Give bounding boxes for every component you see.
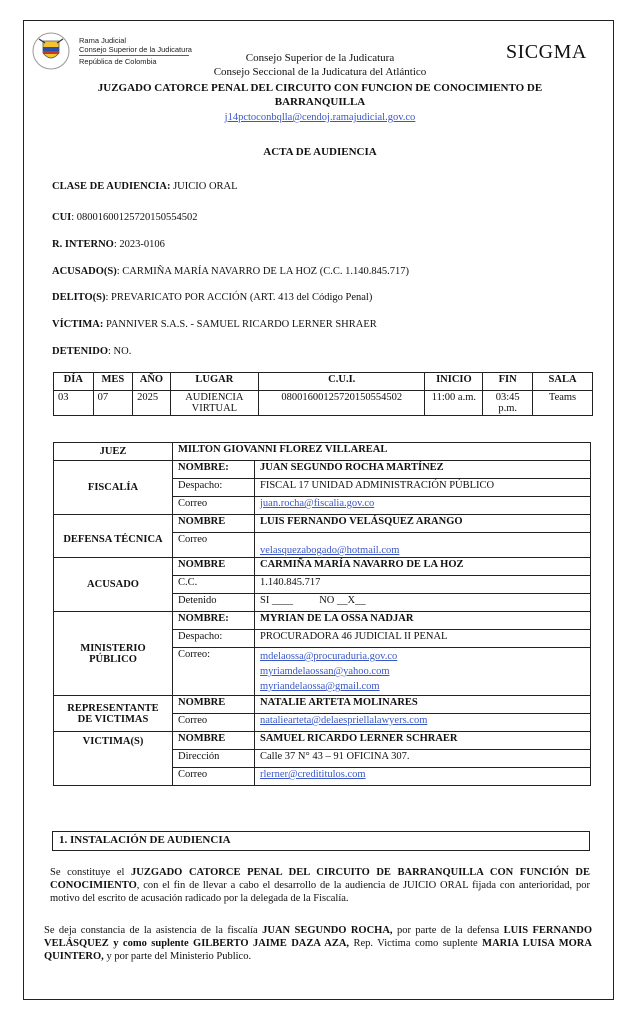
row-victima-nombre bbox=[54, 732, 591, 750]
field-detenido: DETENIDO: NO. bbox=[52, 346, 132, 357]
row-ministerio-nombre bbox=[54, 612, 591, 630]
label-nombre: NOMBRE: bbox=[173, 461, 255, 479]
doc-title: ACTA DE AUDIENCIA bbox=[263, 146, 377, 158]
representante-email-cell bbox=[255, 714, 591, 732]
victima-email-cell bbox=[255, 768, 591, 786]
parties-table bbox=[53, 442, 591, 786]
col-ano: AÑO bbox=[133, 373, 171, 391]
fiscalia-email-cell bbox=[255, 497, 591, 515]
ministerio-email-link-1[interactable]: mdelaossa@procuraduria.gov.co bbox=[260, 651, 398, 662]
representante-email-link[interactable]: nataliearteta@delaespriellalawyers.com bbox=[260, 715, 428, 726]
defensa-name: LUIS FERNANDO VELÁSQUEZ ARANGO bbox=[255, 515, 591, 533]
label-nombre: NOMBRE: bbox=[173, 612, 255, 630]
field-acusado: ACUSADO(S): CARMIÑA MARÍA NAVARRO DE LA HOZ (C.C. 1.140.845.717) bbox=[52, 266, 409, 277]
label-nombre: NOMBRE bbox=[173, 696, 255, 714]
label-detenido: Detenido bbox=[173, 594, 255, 612]
party-victima: VICTIMA(S) bbox=[54, 732, 173, 786]
cell-sala: Teams bbox=[533, 391, 593, 416]
party-acusado: ACUSADO bbox=[54, 558, 173, 612]
field-cui: CUI: 08001600125720150554502 bbox=[52, 212, 198, 223]
label-correo: Correo bbox=[173, 768, 255, 786]
ministerio-name: MYRIAN DE LA OSSA NADJAR bbox=[255, 612, 591, 630]
row-fiscalia-nombre bbox=[54, 461, 591, 479]
ministerio-emails bbox=[255, 648, 591, 696]
section-title: 1. INSTALACIÓN DE AUDIENCIA bbox=[52, 831, 590, 851]
row-defensa-nombre bbox=[54, 515, 591, 533]
court-name: JUZGADO CATORCE PENAL DEL CIRCUITO CON FUNCION DE CONOCIMIENTO DE BARRANQUILLA bbox=[97, 82, 543, 108]
label-nombre: NOMBRE bbox=[173, 732, 255, 750]
fiscalia-name: JUAN SEGUNDO ROCHA MARTÍNEZ bbox=[255, 461, 591, 479]
org-name: Consejo Superior de la Judicatura bbox=[245, 52, 395, 64]
col-inicio: INICIO bbox=[425, 373, 483, 391]
col-fin: FIN bbox=[483, 373, 533, 391]
label-correo: Correo bbox=[173, 497, 255, 515]
field-victima: VÍCTIMA: PANNIVER S.A.S. - SAMUEL RICARDO LERNER SHRAER bbox=[52, 319, 377, 330]
party-representante: REPRESENTANTE DE VICTIMAS bbox=[54, 696, 173, 732]
label-nombre: NOMBRE bbox=[173, 515, 255, 533]
field-delito: DELITO(S): PREVARICATO POR ACCIÓN (ART. 413 del Código Penal) bbox=[52, 292, 373, 303]
victima-email-link[interactable]: rlerner@credititulos.com bbox=[260, 769, 366, 780]
field-clase: CLASE DE AUDIENCIA: JUICIO ORAL bbox=[52, 181, 238, 192]
colombia-coat-of-arms-icon bbox=[31, 31, 71, 71]
court-email-link[interactable]: j14pctoconbqlla@cendoj.ramajudicial.gov.co bbox=[224, 112, 416, 123]
col-cui: C.U.I. bbox=[259, 373, 425, 391]
label-nombre: NOMBRE bbox=[173, 558, 255, 576]
ministerio-email-link-2[interactable]: myriamdelaossan@yahoo.com bbox=[260, 666, 390, 677]
table-row bbox=[54, 391, 593, 416]
cell-dia: 03 bbox=[54, 391, 94, 416]
label-correo: Correo bbox=[173, 714, 255, 732]
col-sala: SALA bbox=[533, 373, 593, 391]
row-acusado-nombre bbox=[54, 558, 591, 576]
label-cc: C.C. bbox=[173, 576, 255, 594]
col-mes: MES bbox=[93, 373, 133, 391]
row-juez bbox=[54, 443, 591, 461]
defensa-email-cell bbox=[255, 533, 591, 558]
table-header-row bbox=[54, 373, 593, 391]
label-correo: Correo bbox=[173, 533, 255, 558]
label-direccion: Dirección bbox=[173, 750, 255, 768]
label-despacho: Despacho: bbox=[173, 479, 255, 497]
acusado-detenido: SI ____ NO __X__ bbox=[255, 594, 591, 612]
cell-lugar: AUDIENCIA VIRTUAL bbox=[170, 391, 258, 416]
representante-name: NATALIE ARTETA MOLINARES bbox=[255, 696, 591, 714]
cell-inicio: 11:00 a.m. bbox=[425, 391, 483, 416]
victima-direccion: Calle 37 N° 43 – 91 OFICINA 307. bbox=[255, 750, 591, 768]
col-lugar: LUGAR bbox=[170, 373, 258, 391]
paragraph-installation: Se constituye el JUZGADO CATORCE PENAL DEL CIRCUITO DE BARRANQUILLA CON FUNCIÓN DE CONOCIMIENTO, con el fin de llevar a cabo el desarrollo de la audiencia de JUICIO ORAL fijada con anterioridad, por motivo del escrito de acusación radicado por la delegada de la Fiscalía. bbox=[50, 867, 590, 904]
fiscalia-email-link[interactable]: juan.rocha@fiscalia.gov.co bbox=[260, 498, 375, 509]
ministerio-despacho: PROCURADORA 46 JUDICIAL II PENAL bbox=[255, 630, 591, 648]
label-correo: Correo: bbox=[173, 648, 255, 696]
victima-name: SAMUEL RICARDO LERNER SCHRAER bbox=[255, 732, 591, 750]
ministerio-email-link-3[interactable]: myriandelaossa@gmail.com bbox=[260, 681, 380, 692]
juez-name: MILTON GIOVANNI FLOREZ VILLAREAL bbox=[173, 443, 591, 461]
cell-fin: 03:45 p.m. bbox=[483, 391, 533, 416]
cell-mes: 07 bbox=[93, 391, 133, 416]
acusado-cc: 1.140.845.717 bbox=[255, 576, 591, 594]
field-interno: R. INTERNO: 2023-0106 bbox=[52, 239, 165, 250]
hearing-table bbox=[53, 372, 593, 416]
fiscalia-despacho: FISCAL 17 UNIDAD ADMINISTRACIÓN PÚBLICO bbox=[255, 479, 591, 497]
party-defensa: DEFENSA TÉCNICA bbox=[54, 515, 173, 558]
cell-ano: 2025 bbox=[133, 391, 171, 416]
party-juez: JUEZ bbox=[54, 443, 173, 461]
party-ministerio: MINISTERIO PÚBLICO bbox=[54, 612, 173, 696]
cell-cui: 08001600125720150554502 bbox=[259, 391, 425, 416]
paragraph-attendance: Se deja constancia de la asistencia de la fiscalía JUAN SEGUNDO ROCHA, por parte de la defensa LUIS FERNANDO VELÁSQUEZ y como suplente GILBERTO JAIME DAZA AZA, Rep. Victima como suplente MARIA LUISA MORA QUINTERO, y por parte del Ministerio Publico. bbox=[44, 925, 592, 962]
system-name: SICGMA bbox=[506, 41, 587, 63]
org-section: Consejo Seccional de la Judicatura del Atlántico bbox=[213, 66, 427, 78]
acusado-name: CARMIÑA MARÍA NAVARRO DE LA HOZ bbox=[255, 558, 591, 576]
logo-text: Rama Judicial Consejo Superior de la Judicatura República de Colombia bbox=[79, 36, 192, 66]
col-dia: DÍA bbox=[54, 373, 94, 391]
label-despacho: Despacho: bbox=[173, 630, 255, 648]
row-representante-nombre bbox=[54, 696, 591, 714]
party-fiscalia: FISCALÍA bbox=[54, 461, 173, 515]
defensa-email-link[interactable]: velasquezabogado@hotmail.com bbox=[260, 545, 400, 556]
